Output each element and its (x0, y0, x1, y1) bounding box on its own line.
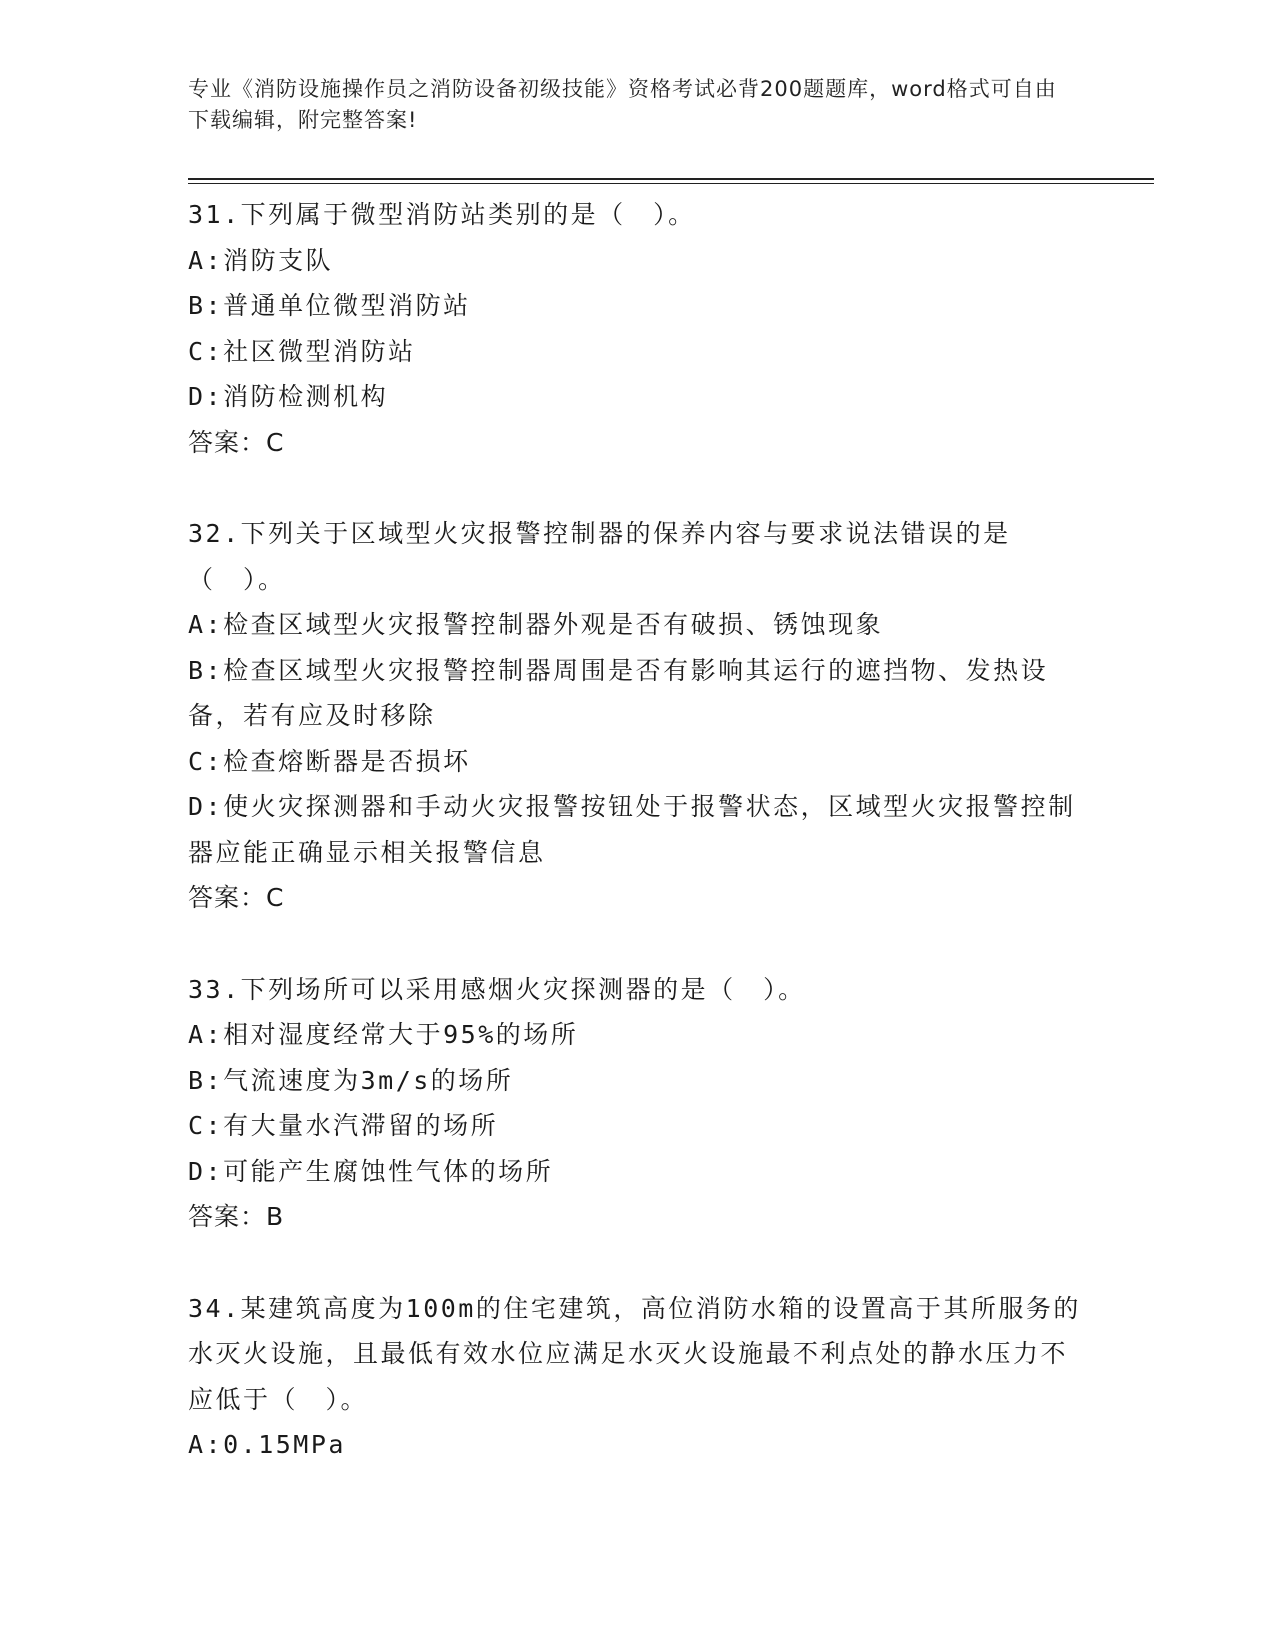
option-b: B:气流速度为3m/s的场所 (188, 1065, 514, 1095)
header-divider-thick (188, 178, 1154, 180)
question-list (188, 192, 1088, 1468)
answer: 答案：C (188, 883, 285, 912)
option-a: A:相对湿度经常大于95%的场所 (188, 1020, 579, 1049)
question-32 (188, 511, 1088, 921)
option-a: A:检查区域型火灾报警控制器外观是否有破损、锈蚀现象 (188, 610, 884, 639)
option-d: D:消防检测机构 (188, 382, 389, 411)
document-header: 专业《消防设施操作员之消防设备初级技能》资格考试必背200题题库，word格式可自由下载编辑，附完整答案! (188, 77, 1057, 132)
question-stem: 31.下列属于微型消防站类别的是（ ）。 (188, 200, 696, 229)
answer: 答案：B (188, 1202, 285, 1231)
option-d: D:使火灾探测器和手动火灾报警按钮处于报警状态，区域型火灾报警控制器应能正确显示相关报警信息 (188, 792, 1076, 867)
option-d: D:可能产生腐蚀性气体的场所 (188, 1156, 554, 1186)
question-31 (188, 192, 1088, 465)
option-c: C:检查熔断器是否损坏 (188, 746, 471, 776)
option-b: B:检查区域型火灾报警控制器周围是否有影响其运行的遮挡物、发热设备，若有应及时移除 (188, 655, 1049, 730)
option-c: C:社区微型消防站 (188, 336, 416, 366)
question-34 (188, 1286, 1088, 1468)
question-stem: 32.下列关于区域型火灾报警控制器的保养内容与要求说法错误的是（ ）。 (188, 519, 1011, 594)
question-33 (188, 967, 1088, 1240)
question-stem: 33.下列场所可以采用感烟火灾探测器的是（ ）。 (188, 974, 806, 1004)
option-a: A:消防支队 (188, 245, 334, 275)
option-a: A:0.15MPa (188, 1430, 346, 1459)
answer: 答案：C (188, 427, 285, 457)
question-stem: 34.某建筑高度为100m的住宅建筑，高位消防水箱的设置高于其所服务的水灭火设施，且最低有效水位应满足水灭火设施最不利点处的静水压力不应低于（ ）。 (188, 1293, 1081, 1414)
option-c: C:有大量水汽滞留的场所 (188, 1111, 499, 1140)
option-b: B:普通单位微型消防站 (188, 291, 471, 320)
header-divider-thin (188, 183, 1154, 184)
